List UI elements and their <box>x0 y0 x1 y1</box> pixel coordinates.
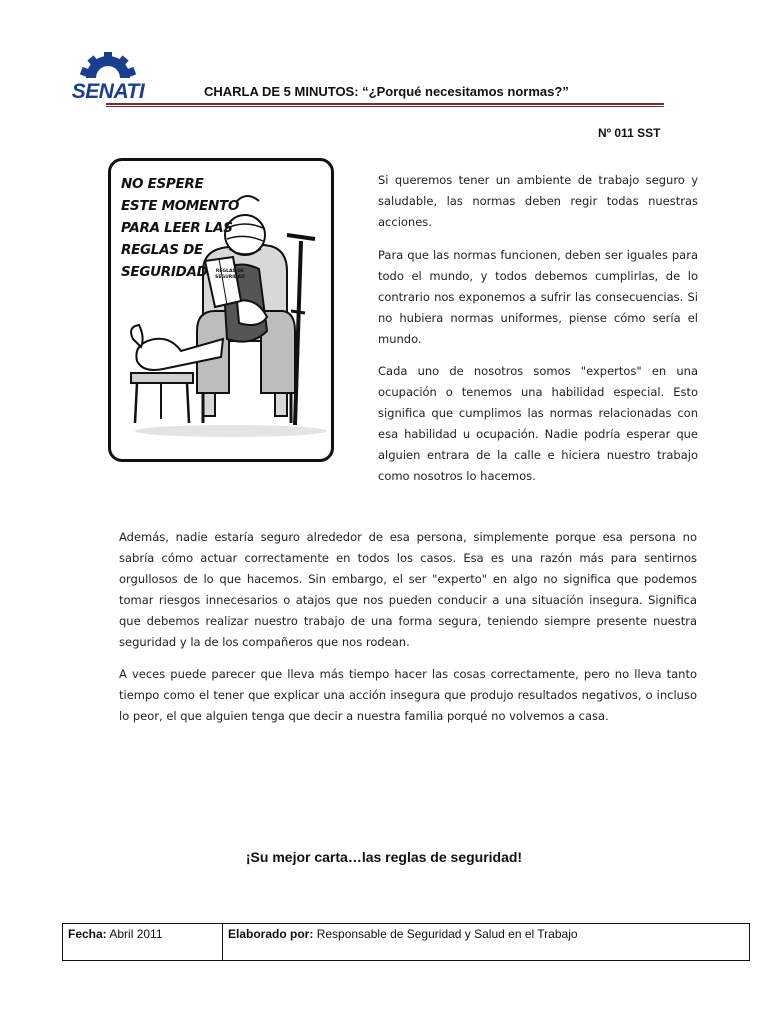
header-divider <box>106 103 664 105</box>
footer-date-cell <box>63 924 223 960</box>
cartoon-caption: NO ESPERE ESTE MOMENTO PARA LEER LAS REGLAS DE SEGURIDAD <box>121 176 240 280</box>
paragraph-4: Además, nadie estaría seguro alrededor de esa persona, simplemente porque esa persona no sabría cómo actuar correctamente en todos los casos. Esa es una razón más para sentirnos orgullosos de lo que hacemos. Sin embargo, el ser "experto" en algo no significa que podemos tomar riesgos innecesarios o atajos que nos pueden conducir a una situación insegura. Significa que debemos realizar nuestro trabajo de una forma segura, teniendo siempre presente nuestra seguridad y la de los compañeros que nos rodean. <box>119 530 697 649</box>
logo-wordmark: SENATI <box>71 80 145 100</box>
author-value: Responsable de Seguridad y Salud en el Trabajo <box>316 927 578 941</box>
page-title: CHARLA DE 5 MINUTOS: “¿Porqué necesitamos normas?” <box>204 84 569 99</box>
date-value: Abril 2011 <box>109 927 163 941</box>
paragraph-3: Cada uno de nosotros somos "expertos" en una ocupación o tenemos una habilidad especial. Esto significa que cumplimos las normas relacionadas con esa habilidad u ocupación. Nadie podría esperar que alguien entrara de la calle e hiciera nuestro trabajo como nosotros lo hacemos. <box>378 364 698 483</box>
paragraph-5: A veces puede parecer que lleva más tiempo hacer las cosas correctamente, pero no lleva tanto tiempo como el tener que explicar una acción insegura que produjo resultados negativos, o incluso lo peor, el que alguien tenga que decir a nuestra familia porqué no volvemos a casa. <box>119 667 697 723</box>
date-label: Fecha: <box>68 927 107 941</box>
safety-cartoon <box>108 158 334 462</box>
footer-author-cell <box>223 924 749 960</box>
senati-logo <box>62 52 154 100</box>
book-label: REGLAS DE SEGURIDAD <box>215 269 245 280</box>
slogan: ¡Su mejor carta…las reglas de seguridad! <box>245 849 523 865</box>
gear-icon <box>80 52 136 78</box>
author-label: Elaborado por: <box>228 927 314 941</box>
paragraph-2: Para que las normas funcionen, deben ser iguales para todo el mundo, y todos debemos cumplirlas, de lo contrario nos exponemos a sufrir las consecuencias. Si no hubiera normas uniformes, piense cómo sería el mundo. <box>378 248 698 346</box>
header-divider-thin <box>106 106 664 107</box>
footer-table <box>62 923 750 961</box>
paragraph-1: Si queremos tener un ambiente de trabajo seguro y saludable, las normas deben regir todas nuestras acciones. <box>378 173 698 229</box>
document-number: Nº 011 SST <box>598 126 661 140</box>
